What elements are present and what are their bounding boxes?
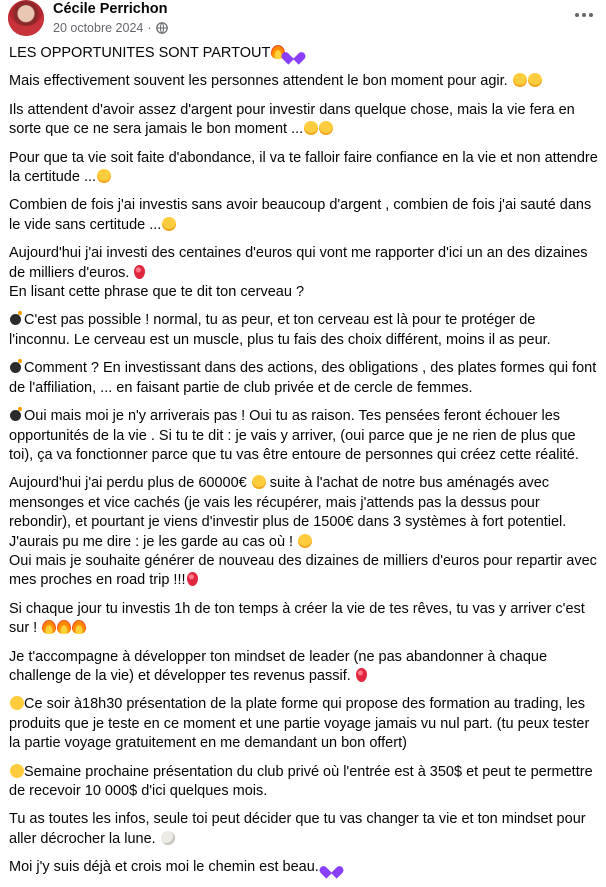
post-text: Si chaque jour tu investis 1h de ton temps à créer la vie de tes rêves, tu vas y arriver c'est sur ! xyxy=(9,600,585,637)
post-text: suite à l'achat de notre bus aménagés avec mensonges et vice cachés (je vais les récupérer, mais j'attends pas la dessus pour rebondir), et pourtant je viens d'investir plus de 1500€ dans 3 systèmes à fort potentiel. J'aurais pu me dire : je les garde au cas où ! xyxy=(9,475,567,550)
bomb-emoji-icon xyxy=(10,362,21,373)
purple-heart-emoji-icon xyxy=(324,859,339,873)
post-paragraph xyxy=(9,695,599,753)
post-text: Aujourd'hui j'ai perdu plus de 60000€ xyxy=(9,475,251,492)
fire-emoji-icon xyxy=(72,620,86,634)
face-emoji-icon xyxy=(304,121,318,135)
face-emoji-icon xyxy=(298,534,312,548)
bomb-emoji-icon xyxy=(10,314,21,325)
post-paragraph xyxy=(9,44,599,63)
post-body xyxy=(9,44,599,887)
balloon-emoji-icon xyxy=(356,668,367,682)
post-paragraph xyxy=(9,149,599,188)
face-emoji-icon xyxy=(513,73,527,87)
meta-separator: · xyxy=(147,21,152,35)
post-text: Aujourd'hui j'ai investi des centaines d'euros qui vont me rapporter d'ici un an des dizaines de milliers d'euros. xyxy=(9,245,588,281)
face-emoji-icon xyxy=(319,121,333,135)
post-text: Oui mais je souhaite générer de nouveau des dizaines de milliers d'euros pour repartir avec mes proches en road trip !!! xyxy=(9,552,597,589)
clock-emoji-icon xyxy=(10,696,24,710)
globe-icon xyxy=(156,22,168,34)
face-emoji-icon xyxy=(97,169,111,183)
purple-heart-emoji-icon xyxy=(286,45,301,59)
post-paragraph xyxy=(9,101,599,140)
balloon-emoji-icon xyxy=(134,265,145,279)
post-text: Mais effectivement souvent les personnes attendent le bon moment pour agir. xyxy=(9,73,512,90)
post-text: C'est pas possible ! normal, tu as peur, et ton cerveau est là pour te protéger de l'inconnu. Le cerveau est un muscle, plus tu fais des choix différent, moins il as peur. xyxy=(9,312,551,348)
bomb-emoji-icon xyxy=(10,410,21,421)
post-meta xyxy=(53,21,168,35)
post-text: En lisant cette phrase que te dit ton cerveau ? xyxy=(9,284,305,301)
post-text: Oui mais moi je n'y arriverais pas ! Oui tu as raison. Tes pensées feront échouer les opportunités de la vie . Si tu te dit : je vais y arriver, (oui parce que je ne rien de plus que toi), ça va fonctionner parce que tu vas être entoure de personnes qui créez cette réalité. xyxy=(9,408,579,463)
balloon-emoji-icon xyxy=(187,572,198,586)
post-text: Ils attendent d'avoir assez d'argent pour investir dans quelque chose, mais la vie fera en sorte que ce ne sera jamais le bon moment ... xyxy=(9,101,575,138)
post-paragraph xyxy=(9,763,599,802)
post-paragraph xyxy=(9,810,599,849)
post-paragraph xyxy=(9,196,599,235)
post-paragraph xyxy=(9,474,599,590)
more-options-icon[interactable] xyxy=(570,5,598,25)
post-text: Moi j'y suis déjà et crois moi le chemin est beau. xyxy=(9,859,323,876)
post-paragraph xyxy=(9,858,599,877)
post-text: Je t'accompagne à développer ton mindset de leader (ne pas abandonner à chaque challenge de la vie) et développer tes revenus passif. xyxy=(9,648,548,684)
post-paragraph xyxy=(9,311,599,350)
post-paragraph xyxy=(9,407,599,465)
post-text: Semaine prochaine présentation du club privé où l'entrée est à 350$ et peut te permettre de recevoir 10 000$ d'ici quelques mois. xyxy=(9,763,593,799)
post-date[interactable]: 20 octobre 2024 xyxy=(53,21,144,35)
fire-emoji-icon xyxy=(42,620,56,634)
post-header xyxy=(0,0,606,40)
post-text: Ce soir à18h30 présentation de la plate forme qui propose des formation au trading, les produits que je teste en ce moment et une partie voyage jamais vu nul part. (tu peux tester la partie voyage gratuitement en me demandant un bon offert) xyxy=(9,696,590,752)
fire-emoji-icon xyxy=(57,620,71,634)
post-text: Comment ? En investissant dans des actions, des obligations , des plates formes qui font de l'affiliation, ... en faisant partie de club privée et de cercle de femmes. xyxy=(9,360,597,396)
face-emoji-icon xyxy=(162,217,176,231)
post-text: LES OPPORTUNITES SONT PARTOUT xyxy=(9,45,271,61)
clock-emoji-icon xyxy=(10,764,24,778)
post-text: Tu as toutes les infos, seule toi peut décider que tu vas changer ta vie et ton mindset pour aller décrocher la lune. xyxy=(9,811,586,847)
moon-emoji-icon xyxy=(161,831,175,845)
post-text: Combien de fois j'ai investis sans avoir beaucoup d'argent , combien de fois j'ai sauté dans le vide sans certitude ... xyxy=(9,197,592,233)
post-paragraph xyxy=(9,72,599,91)
post-paragraph xyxy=(9,600,599,639)
face-emoji-icon xyxy=(528,73,542,87)
post-paragraph xyxy=(9,359,599,398)
author-name[interactable]: Cécile Perrichon xyxy=(53,1,168,17)
post-text: Pour que ta vie soit faite d'abondance, il va te falloir faire confiance en la vie et non attendre la certitude ... xyxy=(9,149,598,186)
avatar[interactable] xyxy=(8,0,44,36)
post-paragraph xyxy=(9,244,599,302)
face-emoji-icon xyxy=(252,475,266,489)
post-paragraph xyxy=(9,648,599,687)
